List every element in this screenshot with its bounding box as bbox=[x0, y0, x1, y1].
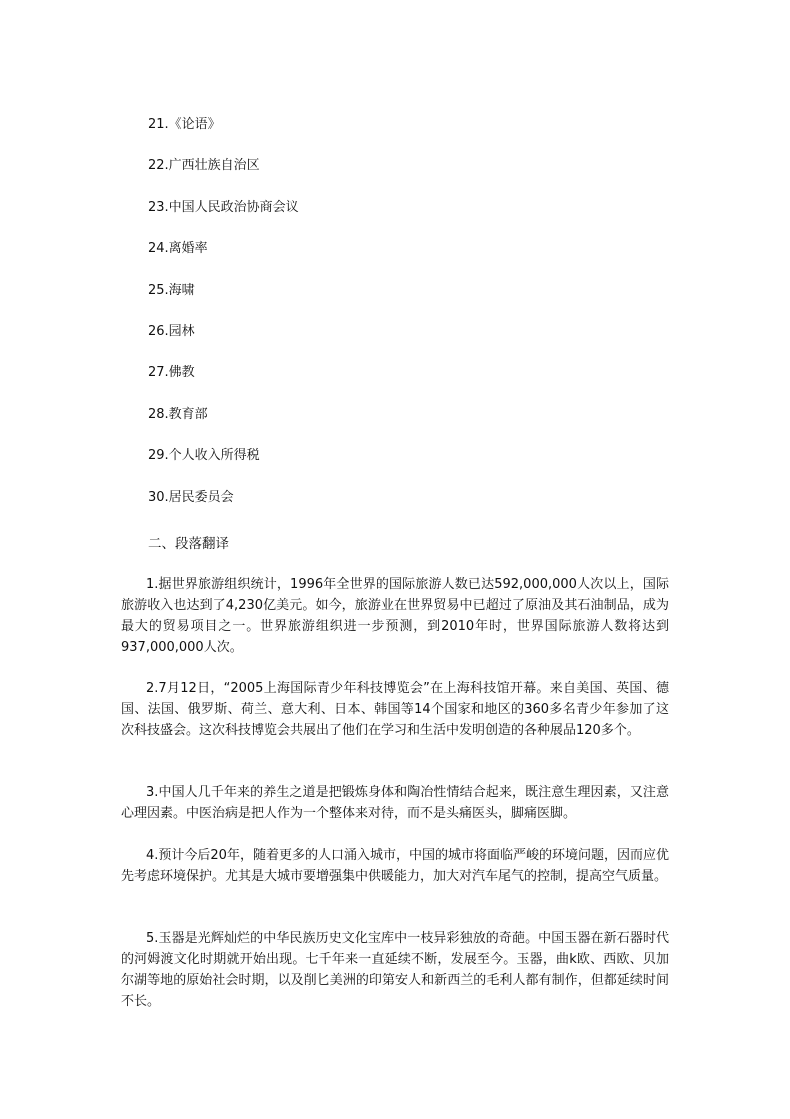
term-item-24: 24.离婚率 bbox=[148, 241, 208, 257]
term-item-30: 30.居民委员会 bbox=[148, 489, 234, 505]
term-item-28: 28.教育部 bbox=[148, 406, 208, 422]
term-item-26: 26.园林 bbox=[148, 323, 195, 339]
section-heading: 二、段落翻译 bbox=[148, 536, 229, 552]
paragraph-3: 3.中国人几千年来的养生之道是把锻炼身体和陶冶性情结合起来，既注意生理因素，又注意心理因素。中医治病是把人作为一个整体来对待，而不是头痛医头，脚痛医脚。 bbox=[121, 785, 669, 821]
term-item-27: 27.佛教 bbox=[148, 365, 195, 381]
term-item-23: 23.中国人民政治协商会议 bbox=[148, 199, 299, 215]
term-item-22: 22.广西壮族自治区 bbox=[148, 158, 260, 174]
term-item-29: 29.个人收入所得税 bbox=[148, 448, 260, 464]
paragraph-4: 4.预计今后20年，随着更多的人口涌入城市，中国的城市将面临严峻的环境问题，因而应优先考虑环境保护。尤其是大城市要增强集中供暖能力，加大对汽车尾气的控制，提高空气质量。 bbox=[121, 848, 669, 884]
paragraph-5: 5.玉器是光辉灿烂的中华民族历史文化宝库中一枝异彩独放的奇葩。中国玉器在新石器时代的河姆渡文化时期就开始出现。七千年来一直延续不断，发展至今。玉器，曲k欧、西欧、贝加尔湖等地的原始社会时期，以及削匕美洲的印第安人和新西兰的毛利人都有制作，但都延续时间不长。 bbox=[121, 931, 669, 1009]
term-item-25: 25.海啸 bbox=[148, 282, 195, 298]
term-item-21: 21.《论语》 bbox=[148, 117, 221, 132]
paragraph-1: 1.据世界旅游组织统计，1996年全世界的国际旅游人数已达592,000,000人次以上，国际旅游收入也达到了4,230亿美元。如今，旅游业在世界贸易中已超过了原油及其石油制品，成为最大的贸易项目之一。世界旅游组织进一步预测，到2010年时，世界国际旅游人数将达到937,000,000人次。 bbox=[121, 577, 669, 655]
term-list bbox=[148, 116, 299, 530]
paragraph-2: 2.7月12日，“2005上海国际青少年科技博览会”在上海科技馆开幕。来自美国、英国、德国、法国、俄罗斯、荷兰、意大利、日本、韩国等14个国家和地区的360多名青少年参加了这次科技盛会。这次科技博览会共展出了他们在学习和生活中发明创造的各种展品120多个。 bbox=[121, 681, 669, 738]
